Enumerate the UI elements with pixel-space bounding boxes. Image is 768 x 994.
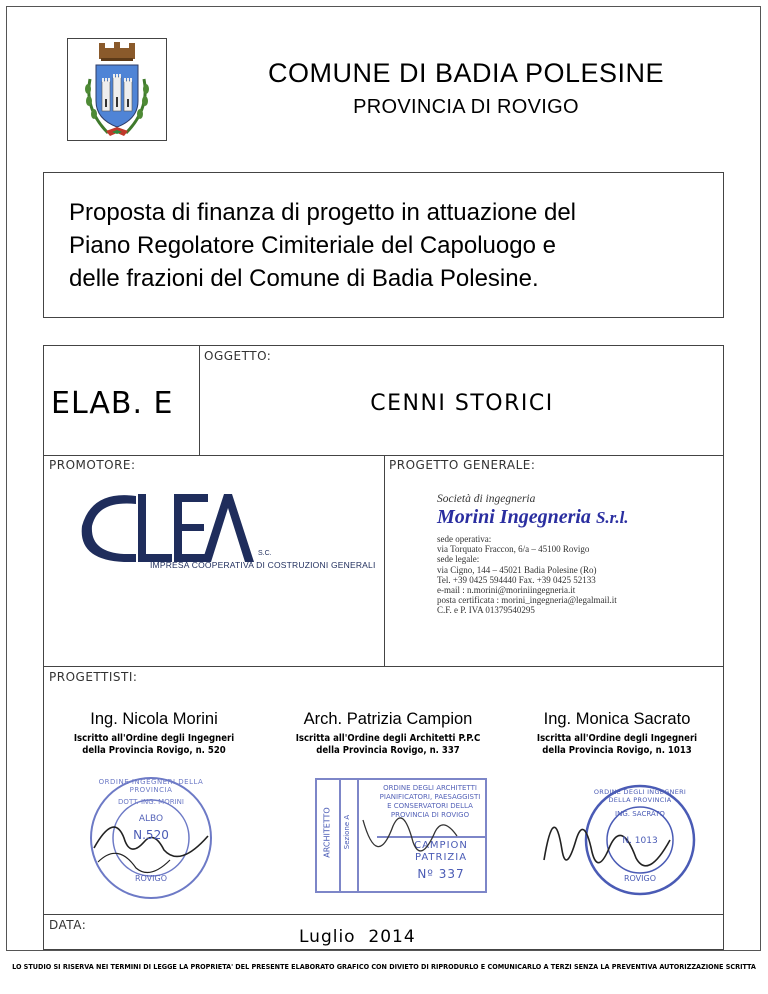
divider (43, 914, 724, 915)
stamp-number: N.520 (133, 828, 169, 842)
clea-logo-mark-icon (74, 488, 254, 568)
contact-line: via Cigno, 144 – 45021 Badia Polesine (Ro) (437, 564, 597, 575)
contact-line: posta certificata : morini_ingegneria@legalmail.it (437, 595, 617, 606)
morini-firm (437, 506, 629, 529)
province-title: PROVINCIA DI ROVIGO (353, 96, 579, 118)
contact-line: C.F. e P. IVA 01379540295 (437, 605, 535, 616)
signature-icon (317, 780, 485, 891)
divider (43, 666, 724, 667)
data-label: DATA: (49, 918, 87, 932)
project-title-line2: Piano Regolatore Cimiteriale del Capoluogo e (69, 232, 556, 259)
coat-of-arms-box (67, 38, 167, 141)
coat-of-arms-icon (68, 39, 166, 140)
stamp-line: PATRIZIA (414, 852, 468, 863)
morini-firm-name: Morini Ingegneria (437, 506, 596, 528)
divider (384, 455, 385, 666)
contact-line: Tel. +39 0425 594440 Fax. +39 0425 52133 (437, 574, 596, 585)
stamp-morini (84, 772, 218, 904)
stamp-city: ROVIGO (623, 874, 657, 883)
morini-contacts (437, 534, 617, 616)
designer-registration: della Provincia Rovigo, n. 337 (316, 745, 460, 756)
clea-caption: IMPRESA COOPERATIVA DI COSTRUZIONI GENERALI (150, 560, 376, 570)
date-value: Luglio 2014 (299, 927, 416, 947)
designer-registration: della Provincia Rovigo, n. 520 (82, 745, 226, 756)
clea-sc: S.C. (258, 550, 272, 557)
stamp-side-text: Sezione A (343, 814, 351, 850)
oggetto-label: OGGETTO: (204, 349, 272, 363)
stamp-line: PROVINCIA DI ROVIGO (390, 811, 470, 819)
designer-registration: della Provincia Rovigo, n. 1013 (542, 745, 692, 756)
stamp-albo: ALBO (138, 814, 164, 824)
designer-name: Arch. Patrizia Campion (303, 710, 473, 728)
designer-name: Ing. Nicola Morini (90, 710, 218, 728)
contact-line: sede operativa: (437, 534, 492, 544)
stamp-campion (315, 778, 487, 893)
designer-registration: Iscritta all'Ordine degli Architetti P.P.C (295, 733, 481, 744)
morini-firm-suffix: S.r.l. (595, 508, 629, 527)
stamp-arc-text: ORDINE INGEGNERI DELLA PROVINCIA (98, 778, 204, 794)
stamp-arc-text: ORDINE DEGLI INGEGNERI DELLA PROVINCIA (593, 788, 687, 804)
contact-line: via Torquato Fraccon, 6/a – 45100 Rovigo (437, 544, 590, 555)
municipality-title: COMUNE DI BADIA POLESINE (267, 58, 665, 88)
progettisti-label: PROGETTISTI: (49, 670, 138, 684)
stamp-line: ORDINE DEGLI ARCHITETTI (383, 784, 477, 792)
designer-registration: Iscritta all'Ordine degli Ingegneri (536, 733, 698, 744)
stamp-name-text: ING. SACRATO (615, 810, 665, 818)
designer-name: Ing. Monica Sacrato (543, 710, 691, 728)
stamp-number: N. 1013 (622, 836, 658, 846)
stamp-line: CAMPION (414, 840, 468, 851)
project-title-line3: delle frazioni del Comune di Badia Polesine. (69, 265, 539, 292)
stamp-line: PIANIFICATORI, PAESAGGISTI (379, 793, 481, 801)
contact-line: sede legale: (437, 554, 480, 565)
stamp-line: Nº 337 (417, 867, 465, 881)
promotore-label: PROMOTORE: (49, 458, 136, 472)
stamp-line: E CONSERVATORI DELLA (387, 802, 473, 810)
morini-tagline: Società di ingegneria (437, 493, 536, 505)
subject-title: CENNI STORICI (370, 391, 554, 416)
project-title-box (43, 172, 724, 318)
stamp-name-text: DOTT. ING. MORINI (118, 798, 184, 806)
designer-registration: Iscritto all'Ordine degli Ingegneri (73, 733, 235, 744)
contact-line: e-mail : n.morini@moriniingegneria.it (437, 585, 576, 596)
clea-logo (74, 488, 376, 578)
elab-code: ELAB. E (51, 386, 174, 421)
progetto-generale-label: PROGETTO GENERALE: (389, 458, 536, 472)
stamp-side-text: ARCHITETTO (322, 807, 332, 858)
stamp-city: ROVIGO (134, 874, 168, 883)
copyright-notice: LO STUDIO SI RISERVA NEI TERMINI DI LEGGE LA PROPRIETA' DEL PRESENTE ELABORATO GRAFICO CON DIVIETO DI RIPRODURLO E COMUNICARLO A TERZI SENZA LA PREVENTIVA AUTORIZZAZIONE SCRITTA (12, 962, 756, 971)
stamp-sacrato (540, 780, 700, 900)
project-title-line1: Proposta di finanza di progetto in attuazione del (69, 199, 577, 226)
